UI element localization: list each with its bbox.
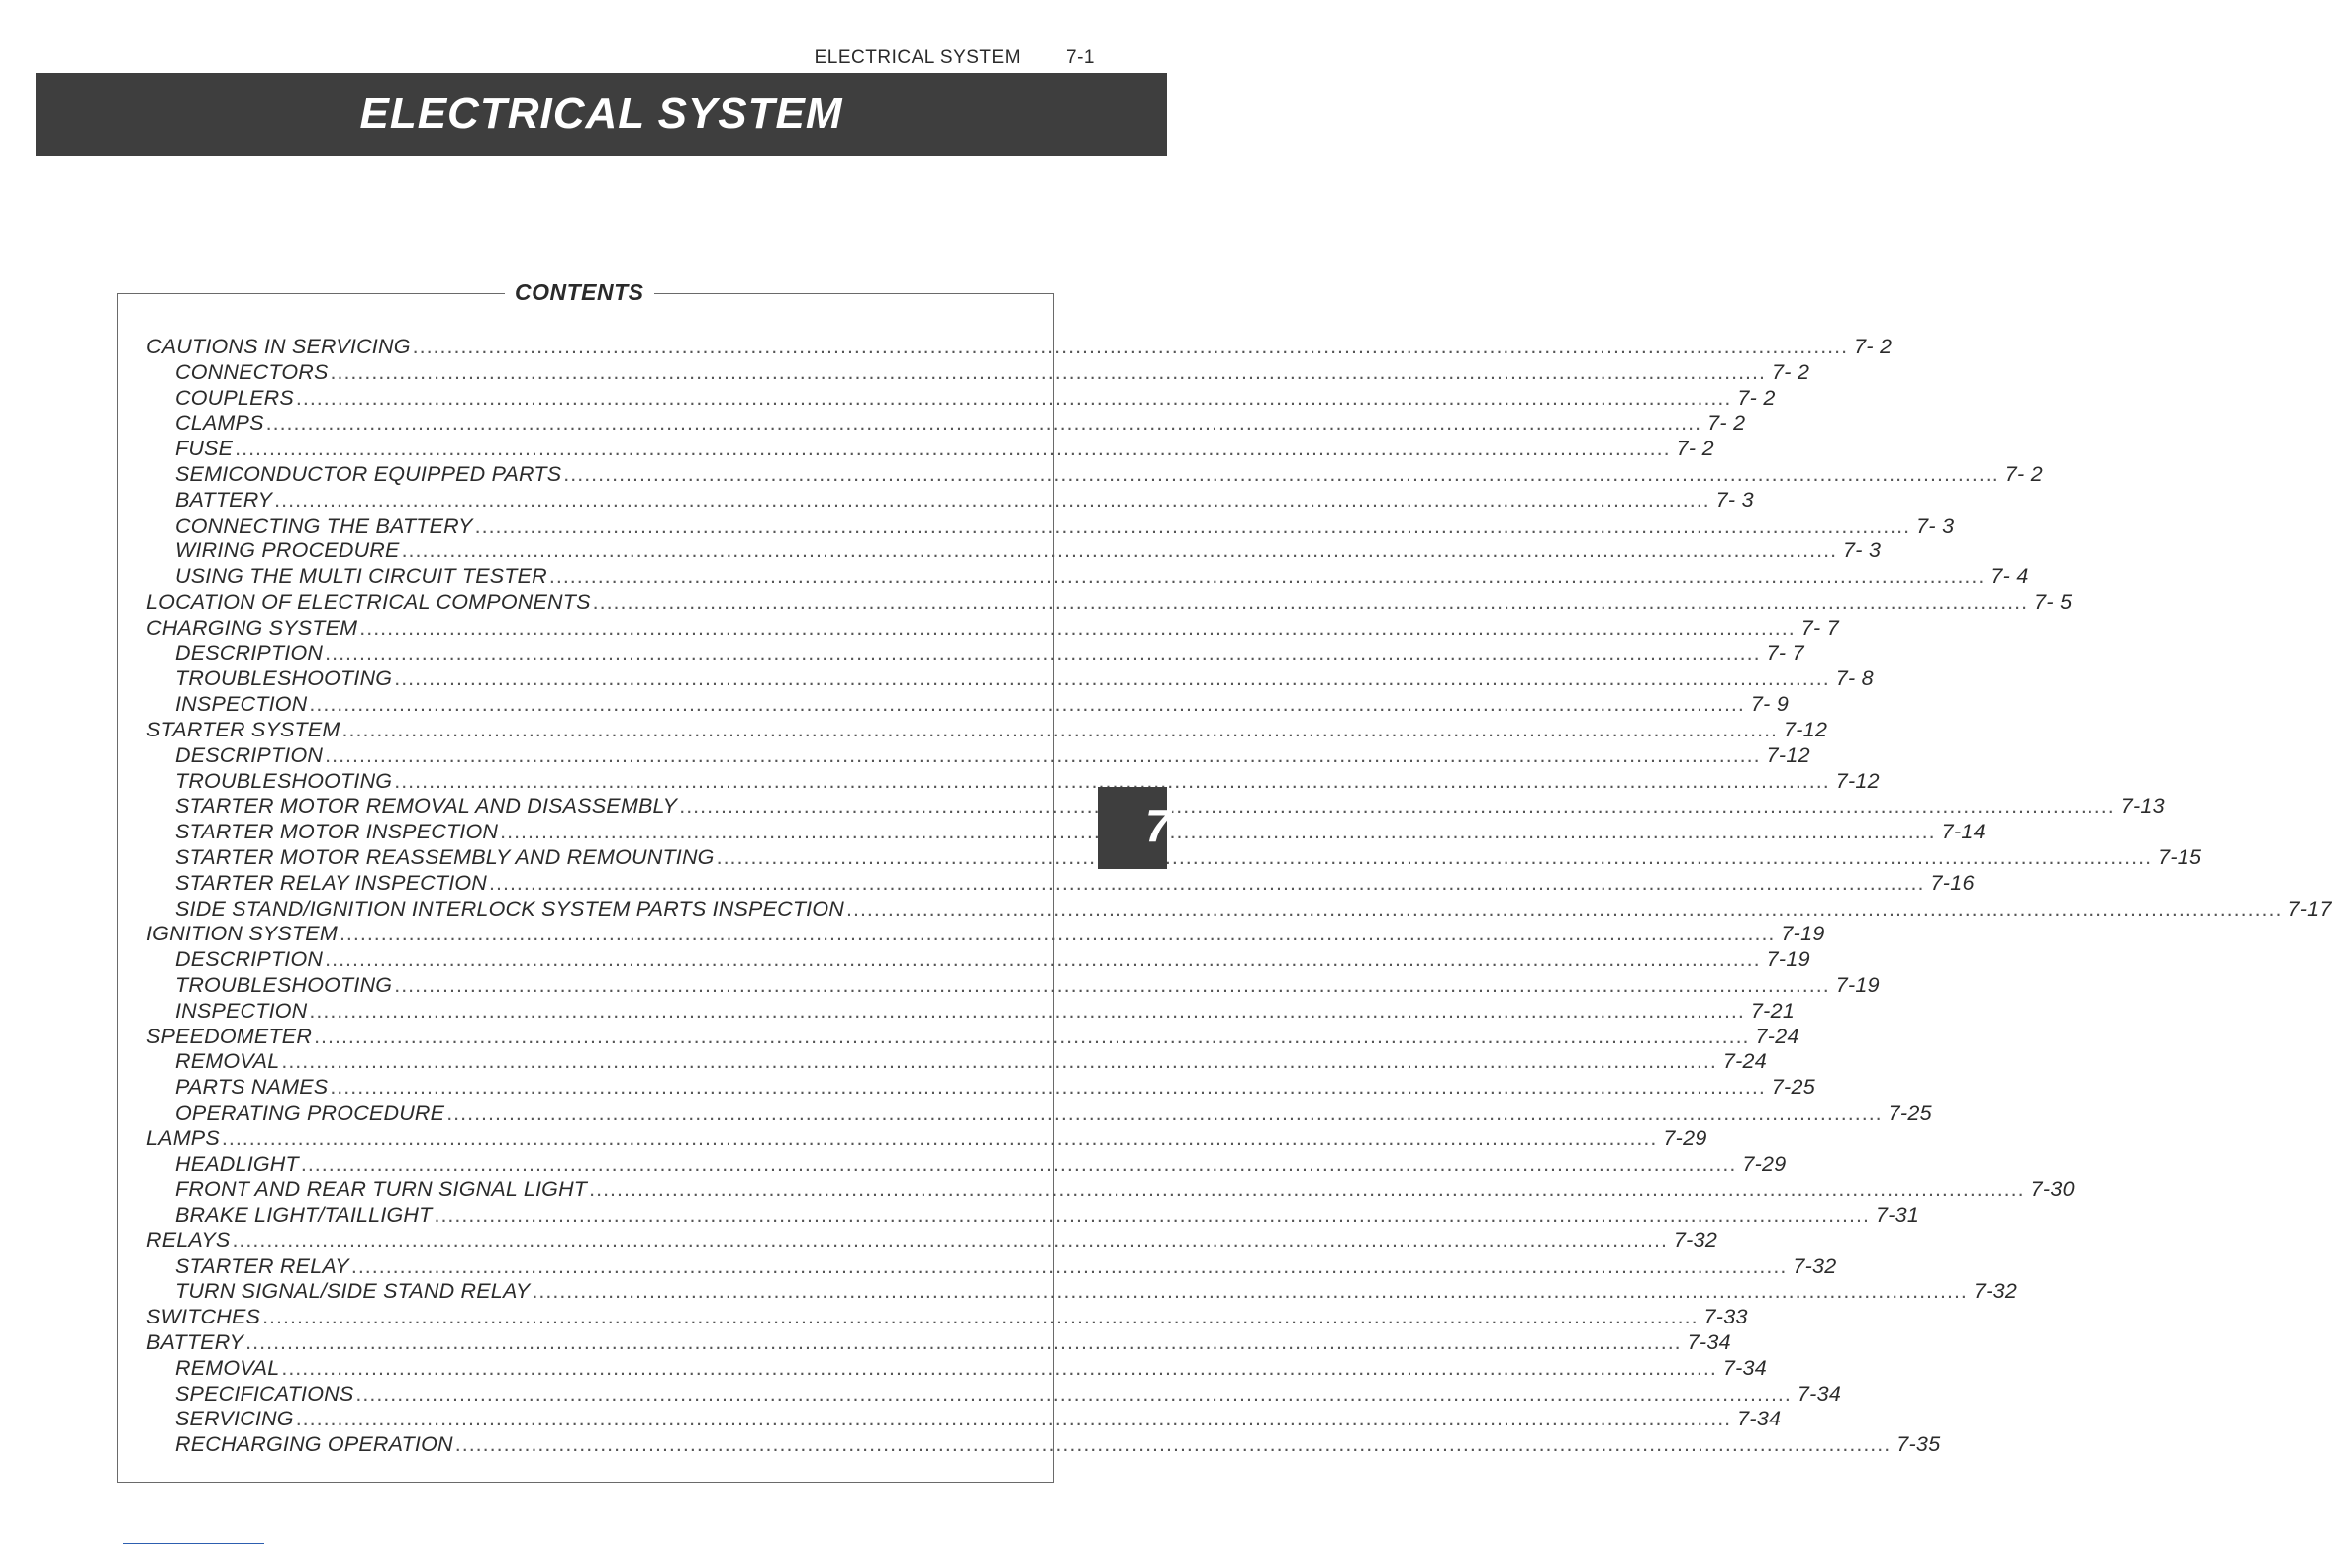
toc-leader-dots (351, 1254, 1787, 1279)
toc-entry-label: STARTER RELAY INSPECTION (175, 870, 488, 895)
toc-entry[interactable] (146, 461, 2043, 488)
toc-entry-page: 7-34 (1687, 1330, 1731, 1355)
toc-entry[interactable] (146, 768, 1880, 795)
toc-entry[interactable] (146, 1177, 2075, 1203)
toc-leader-dots (355, 1382, 1791, 1407)
toc-entry-label: WIRING PROCEDURE (175, 539, 400, 563)
toc-leader-dots (314, 1025, 1749, 1049)
toc-entry[interactable] (146, 411, 1746, 437)
toc-entry-label: REMOVAL (175, 1049, 280, 1074)
toc-entry-label: TROUBLESHOOTING (175, 768, 393, 793)
toc-entry[interactable] (146, 870, 1975, 897)
chapter-tab-number: 7 (1145, 800, 1171, 851)
toc-entry-page: 7- 7 (1800, 615, 1839, 639)
toc-entry[interactable] (146, 1049, 1768, 1075)
toc-entry-label: BATTERY (146, 1330, 244, 1355)
toc-entry-label: DESCRIPTION (175, 947, 324, 972)
toc-entry[interactable] (146, 820, 1986, 845)
toc-leader-dots (342, 718, 1778, 742)
toc-entry-label: SWITCHES (146, 1305, 261, 1329)
toc-entry[interactable] (146, 922, 1825, 947)
toc-entry-page: 7-21 (1750, 998, 1796, 1023)
toc-entry[interactable] (146, 335, 1893, 360)
toc-entry[interactable] (146, 1253, 1837, 1280)
toc-leader-dots (245, 1330, 1681, 1355)
running-header-section: ELECTRICAL SYSTEM (814, 48, 1021, 68)
toc-entry[interactable] (146, 742, 1810, 769)
toc-entry[interactable] (146, 844, 2202, 871)
toc-leader-dots (309, 999, 1744, 1024)
toc-leader-dots (593, 590, 2028, 615)
toc-entry-page: 7- 4 (1991, 564, 2029, 589)
toc-entry-label: FUSE (175, 437, 234, 461)
toc-entry-page: 7-19 (1781, 922, 1825, 946)
toc-leader-dots (846, 897, 2282, 922)
toc-leader-dots (266, 411, 1701, 436)
footer-rule (123, 1543, 264, 1544)
toc-entry-label: INSPECTION (175, 998, 308, 1023)
toc-entry-page: 7-25 (1771, 1075, 1816, 1100)
title-banner (36, 73, 1167, 156)
toc-entry[interactable] (146, 692, 1790, 718)
toc-entry[interactable] (146, 640, 1804, 667)
toc-entry[interactable] (146, 1407, 1782, 1432)
toc-entry[interactable] (146, 615, 1839, 641)
toc-entry[interactable] (146, 1279, 2018, 1305)
toc-entry[interactable] (146, 1024, 1799, 1050)
running-header (815, 48, 1095, 69)
toc-entry-page: 7-14 (1941, 820, 1986, 844)
toc-entry[interactable] (146, 1151, 1787, 1178)
toc-leader-dots (394, 973, 1829, 998)
toc-entry-label: BRAKE LIGHT/TAILLIGHT (175, 1203, 433, 1227)
toc-leader-dots (717, 845, 2152, 870)
toc-leader-dots (296, 386, 1731, 411)
toc-entry-page: 7- 5 (2034, 589, 2073, 614)
toc-entry-label: SPECIFICATIONS (175, 1381, 354, 1406)
toc-leader-dots (301, 1152, 1736, 1177)
toc-entry[interactable] (146, 539, 1882, 564)
toc-leader-dots (274, 488, 1709, 513)
toc-leader-dots (309, 692, 1744, 717)
toc-leader-dots (455, 1432, 1891, 1457)
toc-entry-label: SEMICONDUCTOR EQUIPPED PARTS (175, 461, 562, 486)
toc-leader-dots (232, 1228, 1667, 1253)
toc-entry-page: 7- 3 (1916, 513, 1955, 538)
toc-entry-page: 7- 2 (1707, 411, 1746, 436)
toc-entry-label: USING THE MULTI CIRCUIT TESTER (175, 564, 547, 589)
toc-entry-label: REMOVAL (175, 1355, 280, 1380)
toc-entry[interactable] (146, 794, 2165, 820)
toc-entry-page: 7-34 (1737, 1407, 1782, 1431)
page-title: ELECTRICAL SYSTEM (359, 89, 843, 138)
toc-leader-dots (489, 871, 1924, 896)
toc-entry-page: 7-13 (2120, 794, 2165, 819)
toc-leader-dots (446, 1101, 1882, 1126)
toc-entry-label: STARTER SYSTEM (146, 717, 340, 741)
toc-entry-label: LAMPS (146, 1126, 220, 1150)
toc-leader-dots (281, 1356, 1716, 1381)
toc-entry-label: SIDE STAND/IGNITION INTERLOCK SYSTEM PARTS INSPECTION (175, 896, 844, 921)
toc-leader-dots (281, 1049, 1716, 1074)
toc-entry[interactable] (146, 1100, 1932, 1127)
toc-entry-label: IGNITION SYSTEM (146, 922, 338, 946)
toc-entry-page: 7-30 (2030, 1177, 2075, 1202)
toc-entry-label: CONNECTING THE BATTERY (175, 513, 473, 538)
toc-entry-page: 7- 2 (1676, 437, 1714, 461)
toc-leader-dots (359, 616, 1795, 640)
toc-entry-page: 7- 3 (1715, 487, 1754, 512)
toc-entry-page: 7-33 (1703, 1305, 1748, 1329)
toc-leader-dots (563, 462, 1998, 487)
toc-entry[interactable] (146, 666, 1874, 692)
toc-leader-dots (296, 1407, 1731, 1431)
toc-entry-label: STARTER MOTOR INSPECTION (175, 820, 499, 844)
toc-leader-dots (402, 539, 1837, 563)
toc-leader-dots (222, 1127, 1657, 1151)
toc-entry[interactable] (146, 1432, 1941, 1458)
toc-entry[interactable] (146, 1355, 1768, 1382)
toc-entry-label: DESCRIPTION (175, 640, 324, 665)
toc-entry-label: DESCRIPTION (175, 742, 324, 767)
toc-entry[interactable] (146, 896, 2332, 923)
toc-leader-dots (500, 820, 1935, 844)
toc-entry-label: BATTERY (175, 487, 273, 512)
contents-heading: CONTENTS (505, 279, 654, 306)
toc-leader-dots (475, 514, 1910, 539)
toc-entry-page: 7-25 (1888, 1100, 1932, 1125)
toc-entry-page: 7-35 (1896, 1432, 1941, 1457)
toc-entry[interactable] (146, 1126, 1707, 1152)
running-header-page: 7-1 (1066, 48, 1095, 68)
toc-entry-page: 7-32 (1673, 1227, 1718, 1252)
toc-entry-page: 7- 2 (1771, 359, 1810, 384)
toc-entry[interactable] (146, 564, 2029, 590)
toc-entry-page: 7-12 (1766, 742, 1810, 767)
toc-entry-page: 7-17 (2287, 896, 2332, 921)
toc-entry[interactable] (146, 437, 1714, 462)
toc-entry[interactable] (146, 487, 1754, 514)
toc-entry[interactable] (146, 1227, 1718, 1254)
toc-entry-label: HEADLIGHT (175, 1151, 299, 1176)
toc-entry[interactable] (146, 717, 1828, 743)
toc-entry-label: TROUBLESHOOTING (175, 972, 393, 997)
toc-leader-dots (330, 1075, 1765, 1100)
toc-leader-dots (331, 360, 1766, 385)
toc-leader-dots (549, 564, 1985, 589)
toc-entry-label: CHARGING SYSTEM (146, 615, 358, 639)
toc-entry-label: STARTER MOTOR REASSEMBLY AND REMOUNTING (175, 844, 715, 869)
toc-entry-page: 7-34 (1797, 1381, 1842, 1406)
toc-entry[interactable] (146, 589, 2073, 616)
toc-leader-dots (532, 1279, 1967, 1304)
toc-entry-page: 7-16 (1930, 870, 1975, 895)
toc-entry-page: 7-29 (1663, 1126, 1707, 1150)
toc-leader-dots (262, 1305, 1698, 1329)
toc-entry-page: 7-15 (2158, 844, 2202, 869)
toc-entry-label: CONNECTORS (175, 359, 329, 384)
toc-entry[interactable] (146, 972, 1880, 999)
toc-entry-page: 7- 2 (2004, 461, 2043, 486)
toc-entry-label: CAUTIONS IN SERVICING (146, 335, 411, 358)
toc-entry-label: LOCATION OF ELECTRICAL COMPONENTS (146, 589, 591, 614)
toc-entry-page: 7-32 (1793, 1253, 1837, 1278)
toc-entry-page: 7-19 (1766, 947, 1810, 972)
toc-leader-dots (340, 922, 1775, 946)
toc-entry-label: INSPECTION (175, 692, 308, 717)
toc-entry-label: RECHARGING OPERATION (175, 1432, 453, 1457)
toc-entry-label: STARTER RELAY (175, 1253, 349, 1278)
toc-entry-page: 7-24 (1755, 1024, 1799, 1048)
toc-entry-page: 7-34 (1722, 1355, 1768, 1380)
toc-entry[interactable] (146, 1305, 1748, 1330)
toc-leader-dots (434, 1203, 1869, 1227)
toc-entry[interactable] (146, 513, 1955, 539)
contents-list (146, 335, 2332, 1458)
toc-leader-dots (394, 666, 1829, 691)
toc-entry-page: 7-32 (1973, 1279, 2018, 1304)
toc-entry[interactable] (146, 359, 1810, 386)
toc-entry[interactable] (146, 1203, 1920, 1228)
toc-leader-dots (325, 743, 1760, 768)
toc-entry-page: 7- 2 (1737, 385, 1776, 410)
toc-entry-page: 7-31 (1875, 1203, 1920, 1227)
toc-entry-label: TROUBLESHOOTING (175, 666, 393, 691)
toc-entry[interactable] (146, 385, 1776, 412)
toc-entry[interactable] (146, 947, 1810, 973)
toc-entry-page: 7-12 (1835, 768, 1880, 793)
toc-leader-dots (679, 794, 2114, 819)
toc-entry-label: PARTS NAMES (175, 1075, 329, 1100)
toc-entry-page: 7- 7 (1766, 640, 1804, 665)
toc-entry-label: COUPLERS (175, 385, 294, 410)
toc-entry-page: 7- 2 (1854, 335, 1893, 358)
toc-leader-dots (589, 1177, 2024, 1202)
toc-leader-dots (325, 641, 1760, 666)
toc-leader-dots (413, 335, 1848, 359)
toc-entry[interactable] (146, 998, 1796, 1025)
toc-entry-page: 7- 3 (1843, 539, 1882, 563)
toc-entry-page: 7- 8 (1835, 666, 1874, 691)
toc-entry-page: 7-24 (1722, 1049, 1768, 1074)
toc-entry-label: SERVICING (175, 1407, 294, 1431)
toc-entry-page: 7- 9 (1750, 692, 1790, 717)
toc-entry-label: RELAYS (146, 1227, 231, 1252)
toc-entry-label: SPEEDOMETER (146, 1024, 313, 1048)
toc-entry-label: FRONT AND REAR TURN SIGNAL LIGHT (175, 1177, 588, 1202)
toc-entry-page: 7-29 (1742, 1151, 1787, 1176)
toc-entry-label: STARTER MOTOR REMOVAL AND DISASSEMBLY (175, 794, 678, 819)
toc-entry[interactable] (146, 1075, 1816, 1101)
chapter-tab (1098, 787, 1171, 869)
toc-entry[interactable] (146, 1330, 1731, 1356)
toc-entry-page: 7-19 (1835, 972, 1880, 997)
toc-entry-page: 7-12 (1784, 717, 1828, 741)
toc-entry-label: CLAMPS (175, 411, 264, 436)
toc-entry-label: OPERATING PROCEDURE (175, 1100, 445, 1125)
toc-entry[interactable] (146, 1381, 1842, 1408)
toc-leader-dots (235, 437, 1670, 461)
toc-leader-dots (325, 947, 1760, 972)
toc-entry-label: TURN SIGNAL/SIDE STAND RELAY (175, 1279, 531, 1304)
